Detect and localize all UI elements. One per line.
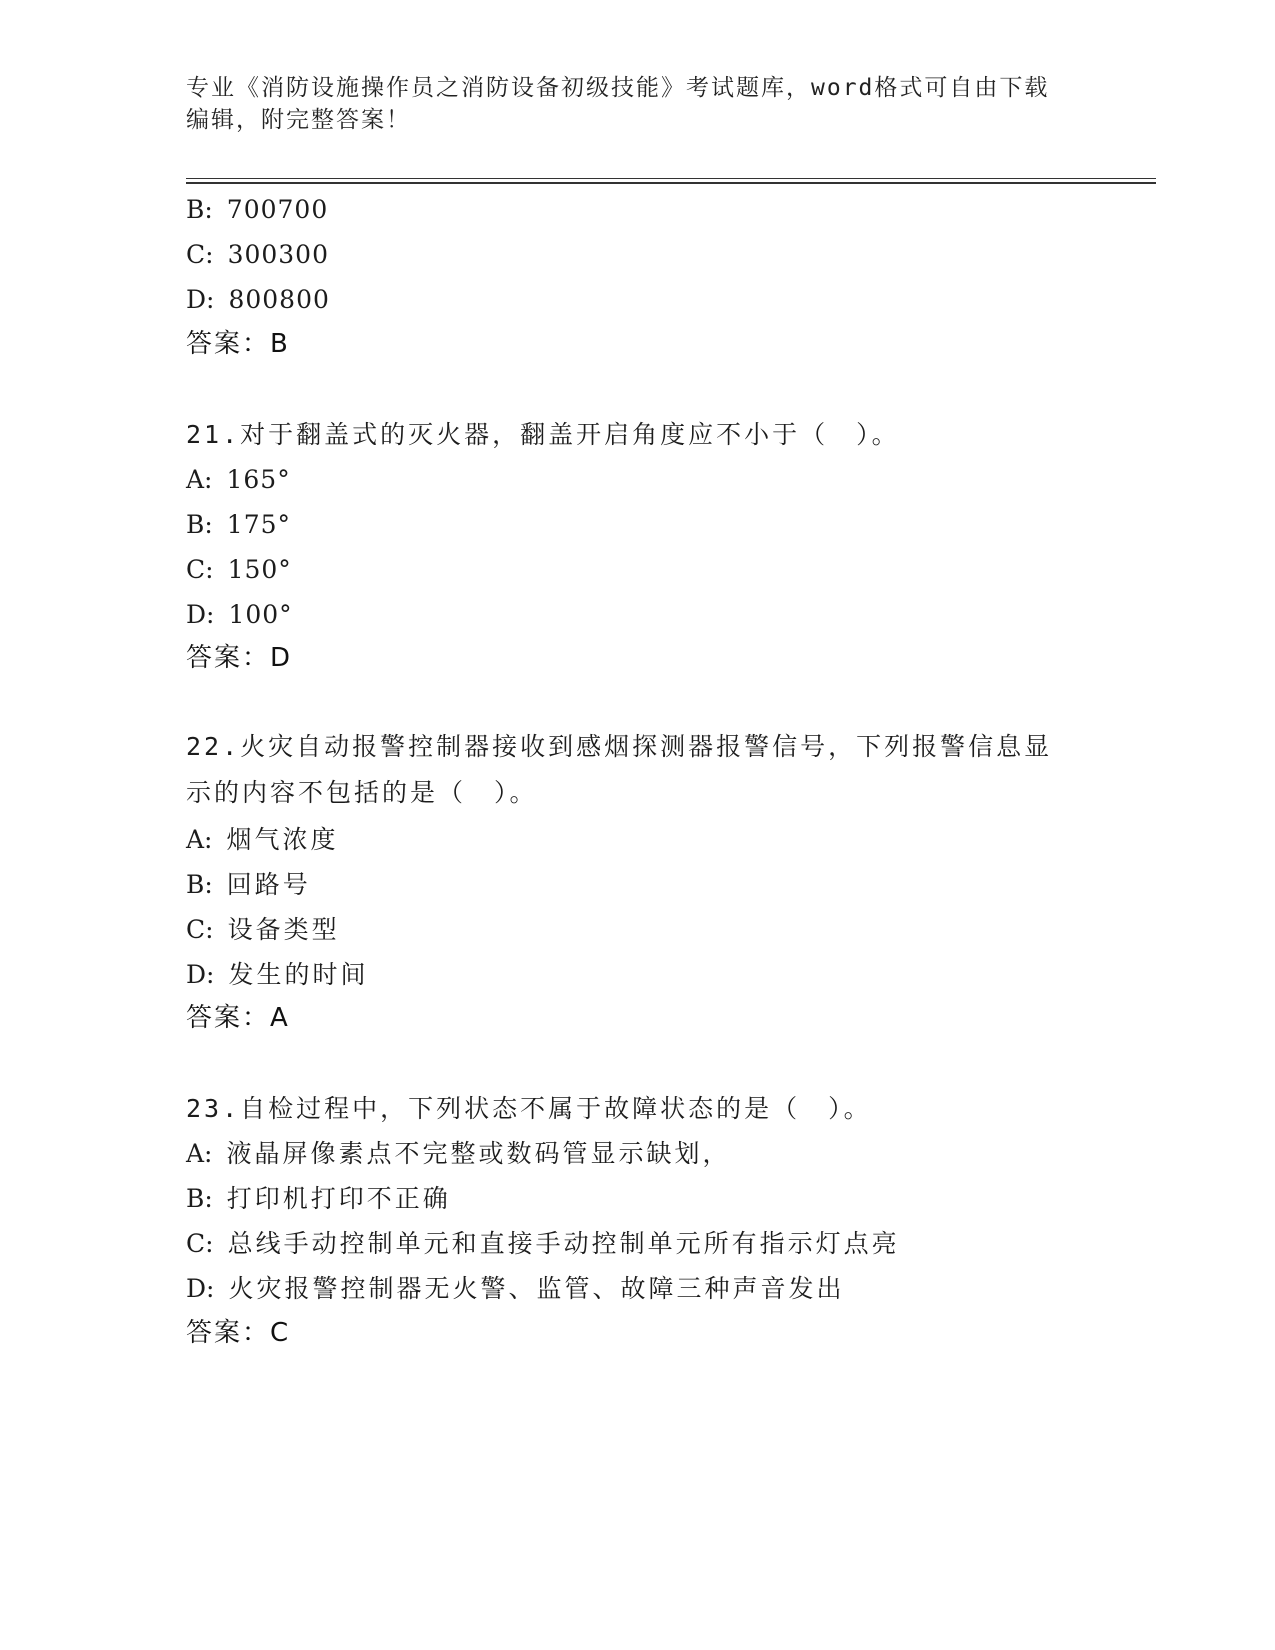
option-letter: B: (186, 510, 213, 539)
q21-stem: 21.对于翻盖式的灭火器，翻盖开启角度应不小于（ ）。 (186, 420, 900, 449)
option-text: 175° (226, 510, 292, 539)
option-letter: C: (186, 240, 214, 269)
option-letter: D: (186, 600, 215, 629)
option-text: 150° (227, 555, 292, 584)
q22-option-c (186, 913, 340, 947)
option-text: 烟气浓度 (226, 825, 339, 854)
option-text: 打印机打印不正确 (226, 1184, 451, 1213)
option-text: 回路号 (226, 870, 311, 899)
option-text: 设备类型 (227, 915, 340, 944)
q22-option-a (186, 823, 339, 857)
option-text: 液晶屏像素点不完整或数码管显示缺划， (226, 1139, 731, 1168)
option-letter: B: (186, 870, 213, 899)
option-letter: C: (186, 915, 214, 944)
q23-stem: 23.自检过程中，下列状态不属于故障状态的是（ ）。 (186, 1094, 872, 1123)
option-letter: B: (186, 1184, 213, 1213)
option-letter: A: (186, 1139, 213, 1168)
option-text: 总线手动控制单元和直接手动控制单元所有指示灯点亮 (227, 1229, 900, 1258)
q22-option-b (186, 868, 311, 902)
q21-option-a (186, 463, 291, 497)
prev-option-d (186, 283, 330, 317)
document-header: 专业《消防设施操作员之消防设备初级技能》考试题库，word格式可自由下载编辑，附完整答案！ (186, 75, 1050, 133)
prev-answer: 答案：B (186, 329, 290, 359)
option-text: 发生的时间 (228, 960, 369, 989)
option-letter: D: (186, 285, 215, 314)
option-text: 火灾报警控制器无火警、监管、故障三种声音发出 (228, 1274, 845, 1303)
option-text: 100° (228, 600, 293, 629)
prev-option-b (186, 193, 328, 227)
option-letter: D: (186, 1274, 215, 1303)
option-letter: D: (186, 960, 215, 989)
option-letter: A: (186, 465, 213, 494)
option-text: 700700 (226, 195, 329, 224)
q23-answer: 答案：C (186, 1318, 291, 1348)
option-letter: B: (186, 195, 213, 224)
prev-option-c (186, 238, 329, 272)
header-divider-thick (186, 182, 1156, 184)
option-text: 165° (226, 465, 291, 494)
option-letter: C: (186, 555, 214, 584)
option-letter: A: (186, 825, 213, 854)
q21-option-c (186, 553, 292, 587)
option-text: 800800 (228, 285, 330, 314)
option-text: 300300 (227, 240, 329, 269)
q22-answer: 答案：A (186, 1003, 290, 1033)
q23-option-c (186, 1227, 900, 1261)
q22-option-d (186, 958, 368, 992)
option-letter: C: (186, 1229, 214, 1258)
q23-option-d (186, 1272, 844, 1306)
q23-option-b (186, 1182, 451, 1216)
q21-option-d (186, 598, 293, 632)
q22-stem: 22.火灾自动报警控制器接收到感烟探测器报警信号，下列报警信息显示的内容不包括的是（ ）。 (186, 732, 1053, 807)
q23-option-a (186, 1137, 731, 1171)
q21-option-b (186, 508, 291, 542)
header-divider-thin (186, 178, 1156, 179)
q21-answer: 答案：D (186, 643, 293, 673)
